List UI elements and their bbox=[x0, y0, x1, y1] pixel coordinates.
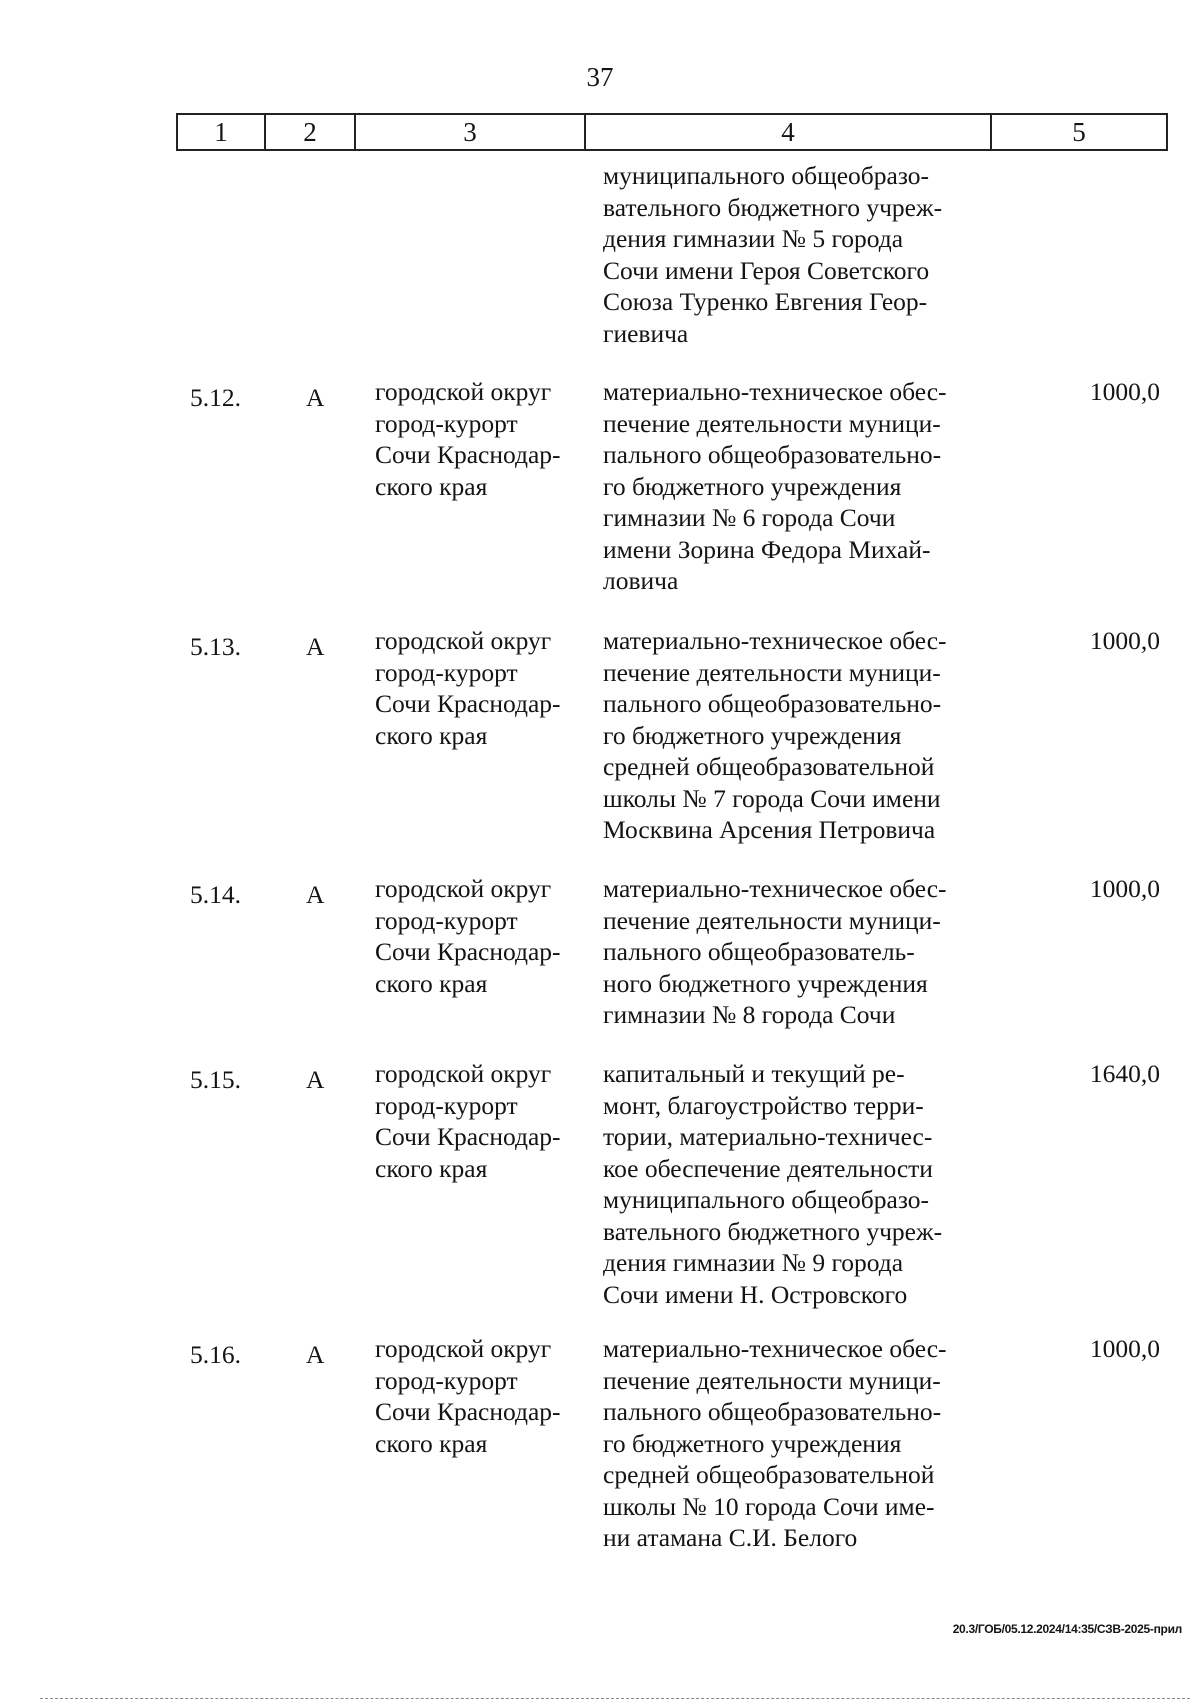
row-amount: 1640,0 bbox=[1089, 1059, 1160, 1088]
row-amount: 1000,0 bbox=[1089, 874, 1160, 903]
row-number: 5.16. bbox=[190, 1340, 241, 1369]
row-amount: 1000,0 bbox=[1089, 377, 1160, 406]
row-amount: 1000,0 bbox=[1089, 1334, 1160, 1363]
document-code: 20.3/ГОБ/05.12.2024/14:35/СЗВ-2025-прил bbox=[952, 1622, 1182, 1636]
row-amount: 1000,0 bbox=[1089, 626, 1160, 655]
continuation-text: муниципального общеобразо- вательного бюджетного учреж- дения гимназии № 5 города Сочи имени Героя Советского Союза Туренко Евгения Геор- гиевича bbox=[603, 161, 943, 348]
column-header-5: 5 bbox=[991, 114, 1167, 150]
row-category: А bbox=[306, 880, 325, 909]
column-header-table bbox=[176, 113, 1168, 151]
page-number: 37 bbox=[586, 62, 614, 92]
row-number: 5.13. bbox=[190, 632, 241, 661]
bottom-divider bbox=[40, 1698, 1190, 1699]
row-category: А bbox=[306, 632, 325, 661]
row-category: А bbox=[306, 383, 325, 412]
row-entity: городской округ город-курорт Сочи Краснодар- ского края bbox=[375, 1059, 561, 1183]
column-header-1: 1 bbox=[177, 114, 265, 150]
row-purpose: материально-техническое обес- печение деятельности муници- пального общеобразовательно- го бюджетного учреждения гимназии № 6 города Сочи имени Зорина Федора Михай- ловича bbox=[603, 377, 947, 595]
column-header-row bbox=[177, 114, 1167, 150]
row-purpose: материально-техническое обес- печение деятельности муници- пального общеобразовательно- го бюджетного учреждения средней общеобразовательной школы № 10 города Сочи име- ни атамана С.И. Белого bbox=[603, 1334, 947, 1552]
column-header-2: 2 bbox=[265, 114, 355, 150]
row-purpose: материально-техническое обес- печение деятельности муници- пального общеобразовательно- го бюджетного учреждения средней общеобразовательной школы № 7 города Сочи имени Москвина Арсения Петровича bbox=[603, 626, 947, 844]
row-number: 5.12. bbox=[190, 383, 241, 412]
row-number: 5.15. bbox=[190, 1065, 241, 1094]
row-entity: городской округ город-курорт Сочи Краснодар- ского края bbox=[375, 377, 561, 501]
row-category: А bbox=[306, 1340, 325, 1369]
column-header-4: 4 bbox=[585, 114, 991, 150]
row-category: А bbox=[306, 1065, 325, 1094]
row-entity: городской округ город-курорт Сочи Краснодар- ского края bbox=[375, 626, 561, 750]
row-purpose: капитальный и текущий ре- монт, благоустройство терри- тории, материально-техничес- кое обеспечение деятельности муниципального общеобразо- вательного бюджетного учреж- дения гимназии № 9 города Сочи имени Н. Островского bbox=[603, 1059, 943, 1309]
row-entity: городской округ город-курорт Сочи Краснодар- ского края bbox=[375, 1334, 561, 1458]
row-number: 5.14. bbox=[190, 880, 241, 909]
row-entity: городской округ город-курорт Сочи Краснодар- ского края bbox=[375, 874, 561, 998]
column-header-3: 3 bbox=[355, 114, 585, 150]
row-purpose: материально-техническое обес- печение деятельности муници- пального общеобразователь- ного бюджетного учреждения гимназии № 8 города Сочи bbox=[603, 874, 947, 1029]
